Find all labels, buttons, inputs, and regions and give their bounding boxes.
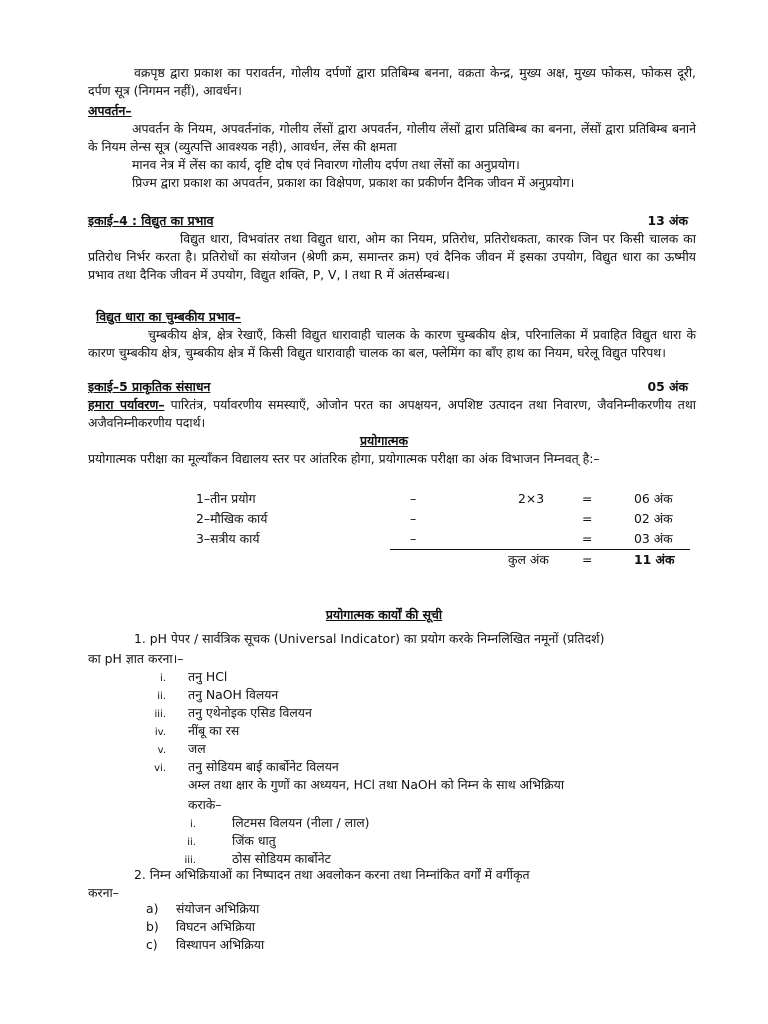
list-marker: iii. bbox=[184, 855, 196, 866]
list-text: ठोस सोडियम कार्बोनेट bbox=[232, 851, 331, 866]
environment-text: पारितंत्र, पर्यावरणीय समस्याएँ, ओजोन परत का अपक्षयन, अपशिष्ट उत्पादन तथा निवारण, जैवनिम्नीकरणीय तथा अजैवनिम्नीकरणीय पदार्थ। bbox=[88, 397, 696, 430]
row-marks: 02 अंक bbox=[634, 511, 673, 526]
magnetic-effect-heading: विद्युत धारा का चुम्बकीय प्रभाव– bbox=[96, 309, 241, 324]
acid-base-text-cont: कराके– bbox=[188, 797, 222, 812]
list-text: तनु HCl bbox=[188, 669, 228, 684]
row-equals: = bbox=[582, 531, 593, 546]
item2-text-cont: करना– bbox=[88, 885, 119, 900]
list-text: जल bbox=[188, 741, 206, 756]
total-marks: 11 अंक bbox=[634, 552, 675, 567]
magnetic-effect-text: चुम्बकीय क्षेत्र, क्षेत्र रेखाएँ, किसी विद्युत धारावाही चालक के कारण चुम्बकीय क्षेत्र, परिनालिका में प्रवाहित विद्युत धारा के कारण चुम्बकीय क्षेत्र, चुम्बकीय क्षेत्र में किसी विद्युत धारावाही चालक का बल, फ्लेमिंग का बाँए हाथ का नियम, घरेलू विद्युत परिपथ। bbox=[88, 327, 696, 360]
refraction-text: अपवर्तन के नियम, अपवर्तनांक, गोलीय लेंसों द्वारा अपवर्तन, गोलीय लेंसों द्वारा प्रतिबिम्ब का बनना, लेंसों द्वारा प्रतिबिम्ब बनाने के नियम लेन्स सूत्र (व्युत्पत्ति आवश्यक नही), आवर्धन, लेंस की क्षमता bbox=[88, 121, 696, 154]
list-marker: ii. bbox=[157, 691, 166, 702]
unit4-text: विद्युत धारा, विभवांतर तथा विद्युत धारा, ओम का नियम, प्रतिरोध, प्रतिरोधकता, कारक जिन पर किसी चालक का प्रतिरोध निर्भर करता है। प्रतिरोधों का संयोजन (श्रेणी क्रम, समान्तर क्रम) एवं दैनिक जीवन में इसका उपयोग, विद्युत धारा का ऊष्मीय प्रभाव तथा दैनिक जीवन में उपयोग, विद्युत शक्ति, P, V, I तथा R में अंतर्सम्बन्ध। bbox=[88, 231, 696, 282]
list-marker: b) bbox=[146, 919, 159, 934]
list-text: नींबू का रस bbox=[188, 723, 240, 738]
unit4-title: इकाई–4 : विद्युत का प्रभाव bbox=[88, 213, 214, 228]
refraction-line-prism: प्रिज्म द्वारा प्रकाश का अपवर्तन, प्रकाश का विक्षेपण, प्रकाश का प्रकीर्णन दैनिक जीवन में अनुप्रयोग। bbox=[132, 175, 575, 190]
row-label: 1–तीन प्रयोग bbox=[196, 491, 256, 506]
item2-text: 2. निम्न अभिक्रियाओं का निष्पादन तथा अवलोकन करना तथा निम्नांकित वर्गों में वर्गीकृत bbox=[134, 867, 530, 882]
list-text: लिटमस विलयन (नीला / लाल) bbox=[232, 815, 370, 830]
list-marker: i. bbox=[160, 673, 166, 684]
list-text: जिंक धातु bbox=[232, 833, 276, 848]
list-text: विस्थापन अभिक्रिया bbox=[176, 937, 265, 952]
item1-text-cont: का pH ज्ञात करना।– bbox=[88, 651, 184, 666]
unit4-marks: 13 अंक bbox=[647, 213, 688, 228]
row-calc: 2×3 bbox=[518, 491, 545, 506]
list-marker: a) bbox=[146, 901, 159, 916]
list-marker: vi. bbox=[154, 763, 166, 774]
list-marker: v. bbox=[157, 745, 166, 756]
list-text: तनु एथेनोइक एसिड विलयन bbox=[188, 705, 312, 720]
row-marks: 03 अंक bbox=[634, 531, 673, 546]
row-label: 3–सत्रीय कार्य bbox=[196, 531, 260, 546]
practical-heading: प्रयोगात्मक bbox=[359, 433, 409, 448]
refraction-heading: अपवर्तन– bbox=[88, 103, 132, 118]
reflection-text: वक्रपृष्ठ द्वारा प्रकाश का परावर्तन, गोलीय दर्पणों द्वारा प्रतिबिम्ब बनना, वक्रता केन्द्र, मुख्य अक्ष, मुख्य फोकस, फोकस दूरी, दर्पण सूत्र (निगमन नहीं), आवर्धन। bbox=[88, 65, 696, 98]
list-marker: i. bbox=[190, 819, 196, 830]
acid-base-text: अम्ल तथा क्षार के गुणों का अध्ययन, HCl तथा NaOH को निम्न के साथ अभिक्रिया bbox=[188, 777, 565, 792]
practical-list-heading: प्रयोगात्मक कार्यों की सूची bbox=[325, 607, 443, 622]
list-text: विघटन अभिक्रिया bbox=[176, 919, 255, 934]
row-dash: – bbox=[410, 531, 417, 546]
total-equals: = bbox=[582, 552, 593, 567]
environment-label: हमारा पर्यावरण– bbox=[88, 397, 165, 412]
list-marker: ii. bbox=[187, 837, 196, 848]
list-text: तनु सोडियम बाई कार्बोनेट विलयन bbox=[188, 759, 339, 774]
list-marker: c) bbox=[146, 937, 158, 952]
row-marks: 06 अंक bbox=[634, 491, 673, 506]
environment-paragraph bbox=[88, 396, 696, 432]
list-text: तनु NaOH विलयन bbox=[188, 687, 279, 702]
row-dash: – bbox=[410, 491, 417, 506]
row-label: 2–मौखिक कार्य bbox=[196, 511, 268, 526]
unit4-heading-row bbox=[88, 212, 688, 230]
unit5-title: इकाई–5 प्राकृतिक संसाधन bbox=[88, 379, 211, 394]
list-marker: iii. bbox=[154, 709, 166, 720]
list-text: संयोजन अभिक्रिया bbox=[176, 901, 260, 916]
row-equals: = bbox=[582, 491, 593, 506]
refraction-line-eye: मानव नेत्र में लेंस का कार्य, दृष्टि दोष एवं निवारण गोलीय दर्पण तथा लेंसों का अनुप्रयोग। bbox=[132, 157, 520, 172]
list-marker: iv. bbox=[154, 727, 166, 738]
total-label: कुल अंक bbox=[508, 552, 549, 567]
unit5-marks: 05 अंक bbox=[647, 379, 688, 394]
total-divider bbox=[390, 549, 690, 550]
practical-intro: प्रयोगात्मक परीक्षा का मूल्यॉंकन विद्यालय स्तर पर आंतरिक होगा, प्रयोगात्मक परीक्षा का अंक विभाजन निम्नवत् है:– bbox=[88, 451, 600, 466]
unit5-heading-row bbox=[88, 378, 688, 396]
row-equals: = bbox=[582, 511, 593, 526]
row-dash: – bbox=[410, 511, 417, 526]
item1-text: 1. pH पेपर / सार्वत्रिक सूचक (Universal Indicator) का प्रयोग करके निम्नलिखित नमूनों (प्रतिदर्श) bbox=[134, 631, 605, 646]
